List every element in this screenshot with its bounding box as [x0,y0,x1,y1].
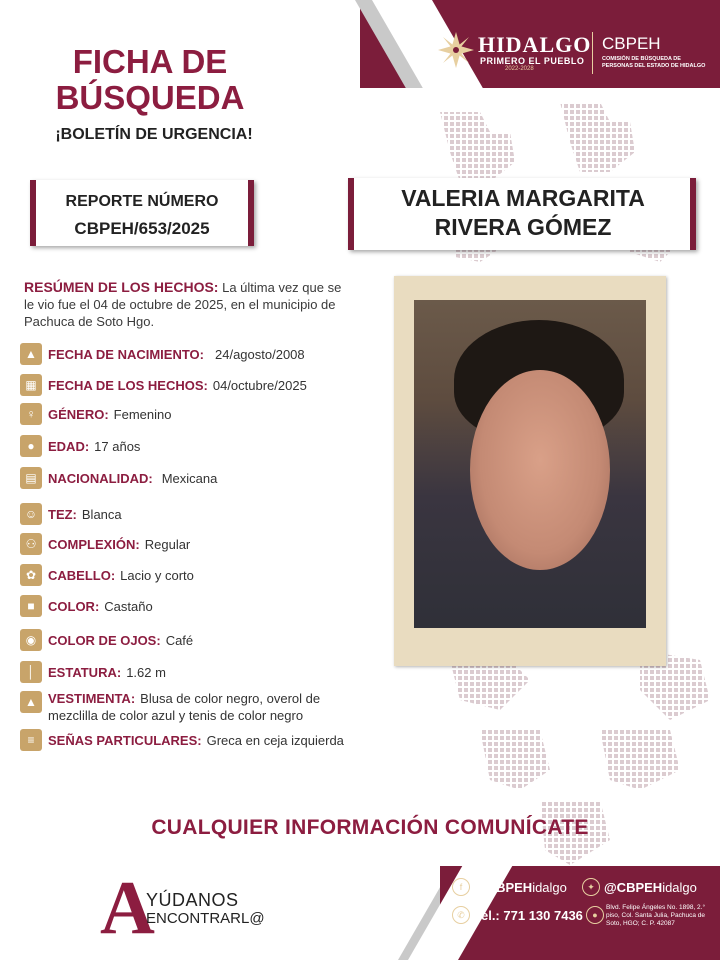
page-title-line2: BÚSQUEDA [55,79,245,116]
twitter-icon: ✦ [582,878,600,896]
gender-icon: ♀ [20,403,42,425]
marks-value: Greca en ceja izquierda [206,732,344,748]
facebook-handle-rest: idalgo [532,879,567,895]
detail-value: Femenino [113,406,172,422]
detail-label: COMPLEXIÓN: [48,536,140,552]
detail-row-hair [20,563,194,587]
photo-face [470,370,610,570]
calendar-icon: ▦ [20,374,42,396]
urgency-subtitle: ¡BOLETÍN DE URGENCIA! [55,126,253,143]
hidalgo-title: HIDALGO [478,32,592,57]
hidalgo-flower-logo-icon [436,30,476,70]
detail-value: Regular [144,536,191,552]
hidalgo-years: 2022-2028 [505,66,534,72]
twitter-handle-rest: idalgo [662,879,697,895]
cake-icon: ▲ [20,343,42,365]
address: Blvd. Felipe Ángeles No. 1898, 2.° piso, Col. Santa Julia, Pachuca de Soto, HGO; C. P. 42087 [606,904,706,927]
eye-icon: ◉ [20,629,42,651]
clothing-value: Blusa de color negro, overol de mezclilla de color azul y tenis de color negro [48,691,321,723]
detail-row-age [20,434,140,458]
detail-label: ESTATURA: [48,664,122,680]
detail-value: 1.62 m [126,664,166,680]
detail-label: NACIONALIDAD: [48,470,153,486]
person-photo [414,300,646,628]
phone-link[interactable] [452,906,583,924]
detail-label: EDAD: [48,438,90,454]
hair-icon: ✿ [20,564,42,586]
person-name-line1: VALERIA MARGARITA [401,185,645,211]
detail-label: COLOR DE OJOS: [48,632,161,648]
detail-value: 24/agosto/2008 [215,346,305,362]
tel-number: 771 130 7436 [503,907,583,923]
detail-label: CABELLO: [48,567,116,583]
age-icon: ● [20,435,42,457]
clothing-label: VESTIMENTA: [48,691,136,706]
shirt-icon: ▲ [20,691,42,713]
marks-icon: ≡ [20,729,42,751]
detail-value: Castaño [104,598,153,614]
summary-label: RESÚMEN DE LOS HECHOS: [24,279,219,295]
detail-row-eye-color [20,628,193,652]
id-card-icon: ▤ [20,467,42,489]
twitter-handle-bold: @CBPEH [604,879,663,895]
facebook-icon: f [452,878,470,896]
marks-label: SEÑAS PARTICULARES: [48,732,202,748]
body-icon: ⚇ [20,533,42,555]
header-divider [592,32,593,74]
detail-row-marks [20,728,344,752]
color-icon: ■ [20,595,42,617]
detail-row-nationality [20,466,217,490]
ayudanos-text: YÚDANOS [146,890,239,910]
face-icon: ☺ [20,503,42,525]
page-title-line1: FICHA DE [72,43,228,80]
detail-label: TEZ: [48,506,77,522]
call-to-action: CUALQUIER INFORMACIÓN COMUNÍCATE [151,816,589,839]
location-icon: ● [586,906,604,924]
summary [24,279,354,330]
detail-row-complexion-skin [20,502,122,526]
person-name-line2: RIVERA GÓMEZ [434,214,612,240]
detail-row-build [20,532,190,556]
encontrarla-text: ENCONTRARL@ [146,910,265,927]
detail-label: FECHA DE NACIMIENTO: [48,346,204,362]
detail-label: COLOR: [48,598,100,614]
location-icon-wrap [586,906,608,924]
detail-value: Blanca [81,506,122,522]
page-title [40,44,260,116]
twitter-link[interactable] [582,878,697,896]
detail-label: FECHA DE LOS HECHOS: [48,377,208,393]
facebook-handle-bold: @CBPEH [474,879,533,895]
detail-row-birthdate [20,342,305,366]
detail-row-event-date [20,373,307,397]
facebook-link[interactable] [452,878,567,896]
cbpeh-subtitle: COMISIÓN DE BÚSQUEDA DE PERSONAS DEL ESTADO DE HIDALGO [602,56,706,69]
detail-row-hair-color [20,594,153,618]
detail-row-clothing [20,690,370,724]
tel-label: Tel.: [474,907,500,923]
detail-label: GÉNERO: [48,406,109,422]
summary-text: La última vez que se le vio fue el 04 de octubre de 2025, en el municipio de Pachuca de Soto Hgo. [24,280,342,329]
ruler-icon: │ [20,661,42,683]
report-number-value: CBPEH/653/2025 [74,219,210,238]
hidalgo-subtitle: PRIMERO EL PUEBLO [480,56,585,66]
detail-value: Lacio y corto [120,567,194,583]
report-box-right-bar [248,180,254,246]
cbpeh-title: CBPEH [602,34,661,53]
name-box-right-bar [690,178,696,250]
detail-value: Café [165,632,194,648]
phone-icon: ✆ [452,906,470,924]
detail-value: 17 años [94,438,141,454]
ayudanos-letter: A [100,866,155,950]
clothing-text [48,690,370,724]
detail-value: 04/octubre/2025 [212,377,307,393]
detail-row-gender [20,402,171,426]
detail-row-height [20,660,166,684]
detail-value: Mexicana [161,470,218,486]
report-number-label: REPORTE NÚMERO [65,193,219,210]
person-name [356,184,690,242]
name-box-left-bar [348,178,354,250]
